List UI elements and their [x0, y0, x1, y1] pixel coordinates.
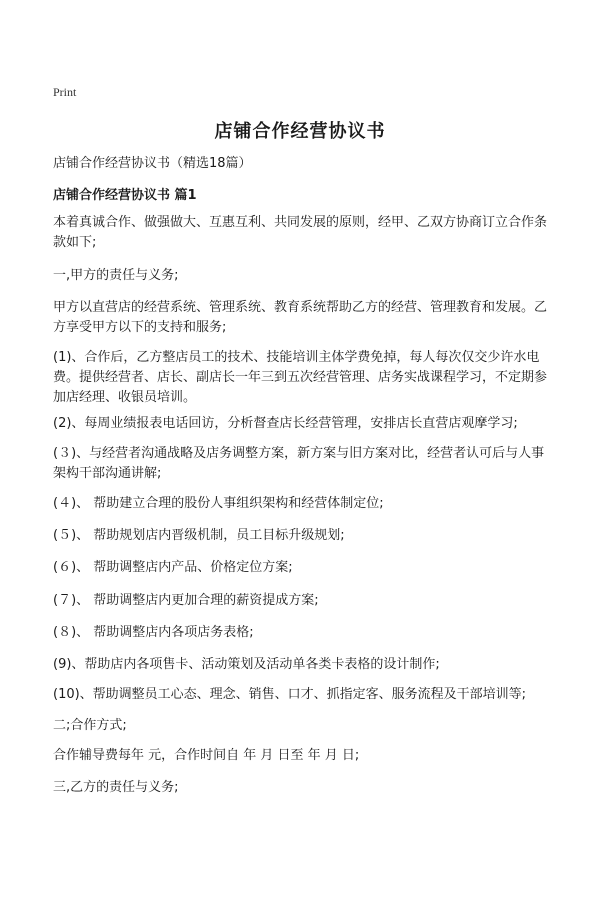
paragraph-item-2: (2)、每周业绩报表电话回访，分析督查店长经营管理，安排店长直营店观摩学习; [53, 416, 518, 431]
paragraph-intro: 本着真诚合作、做强做大、互惠互利、共同发展的原则，经甲、乙双方协商订立合作条款如下; [53, 215, 548, 250]
paragraph-party-a-support: 甲方以直营店的经营系统、管理系统、教育系统帮助乙方的经营、管理教育和发展。乙方享受甲方以下的支持和服务; [53, 300, 548, 335]
paragraph-item-10: (10)、帮助调整员工心态、理念、销售、口才、抓指定客、服务流程及干部培训等; [53, 687, 527, 702]
paragraph-party-a-heading: 一,甲方的责任与义务; [53, 268, 179, 283]
page-title: 店铺合作经营协议书 [214, 121, 386, 142]
paragraph-party-b-heading: 三,乙方的责任与义务; [53, 780, 179, 795]
paragraph-cooperation-heading: 二;合作方式; [53, 718, 127, 733]
paragraph-item-5: (５)、 帮助规划店内晋级机制，员工目标升级规划; [53, 528, 345, 543]
paragraph-item-4: (４)、 帮助建立合理的股份人事组织架构和经营体制定位; [53, 496, 384, 511]
paragraph-item-6: (６)、 帮助调整店内产品、价格定位方案; [53, 560, 293, 575]
paragraph-item-1: (1)、合作后，乙方整店员工的技术、技能培训主体学费免掉，每人每次仅交少许水电费。提供经营者、店长、副店长一年三到五次经营管理、店务实战课程学习，不定期参加店经理、收银员培训。 [53, 350, 548, 405]
paragraph-item-3: (３)、与经营者沟通战略及店务调整方案，新方案与旧方案对比，经营者认可后与人事架构干部沟通讲解; [53, 446, 545, 481]
section-heading: 店铺合作经营协议书 篇1 [53, 188, 197, 203]
paragraph-item-7: (７)、 帮助调整店内更加合理的薪资提成方案; [53, 593, 319, 608]
paragraph-item-9: (9)、帮助店内各项售卡、活动策划及活动单各类卡表格的设计制作; [53, 657, 440, 672]
document-subtitle: 店铺合作经营协议书（精选18篇） [53, 156, 252, 171]
paragraph-cooperation-fee: 合作辅导费每年 元，合作时间自 年 月 日至 年 月 日; [53, 748, 360, 763]
paragraph-item-8: (８)、 帮助调整店内各项店务表格; [53, 625, 254, 640]
print-label: Print [53, 85, 77, 99]
